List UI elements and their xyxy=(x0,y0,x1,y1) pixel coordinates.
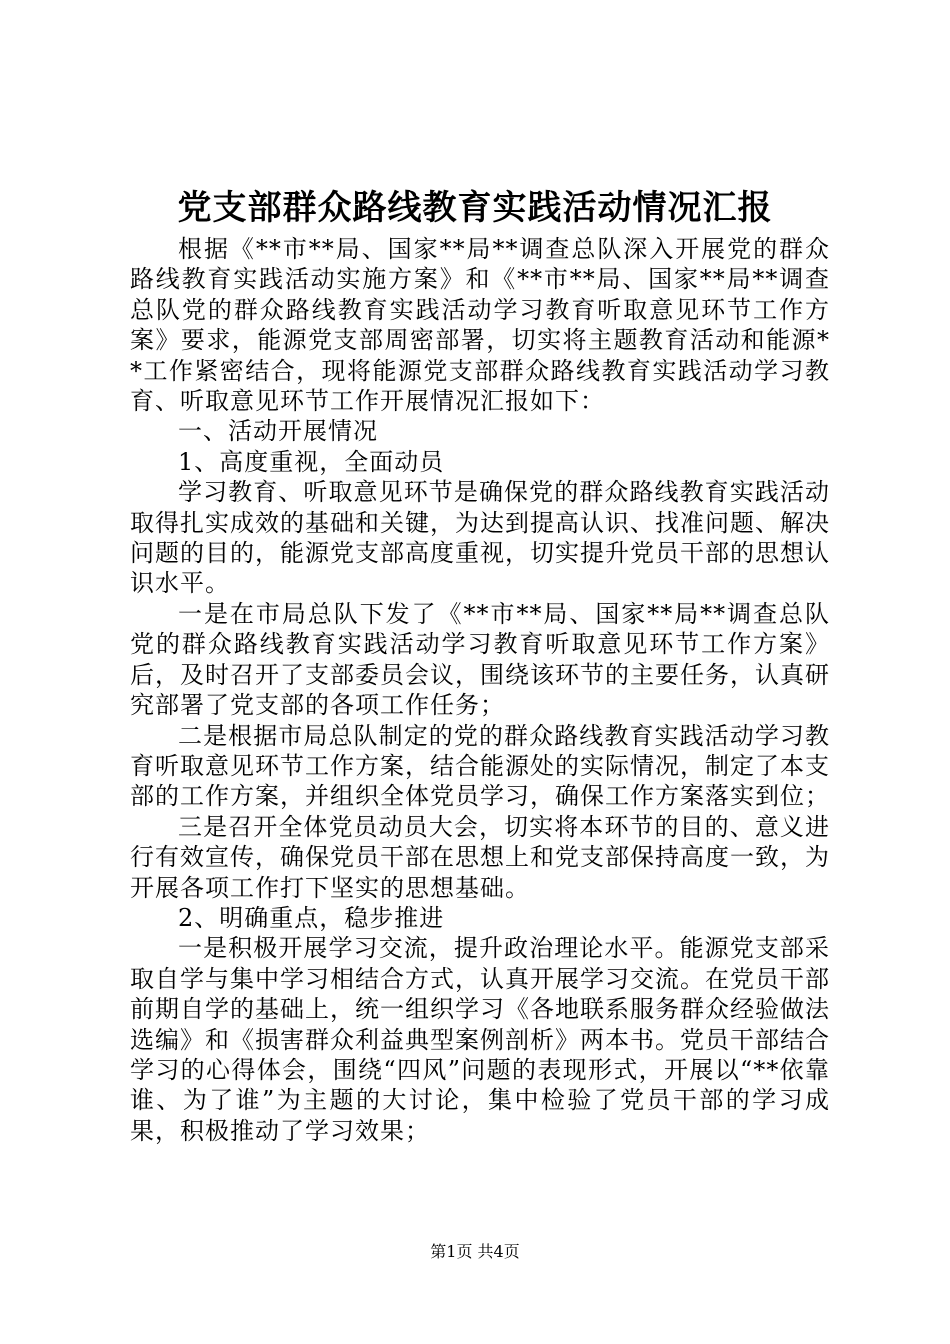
intro-paragraph: 根据《**市**局、国家**局**调查总队深入开展党的群众路线教育实践活动实施方案》和《**市**局、国家**局**调查总队党的群众路线教育实践活动学习教育听取意见环节工作方案》要求，能源党支部周密部署，切实将主题教育活动和能源**工作紧密结合，现将能源党支部群众路线教育实践活动学习教育、听取意见环节工作开展情况汇报如下： xyxy=(130,235,830,416)
paragraph-point-two: 二是根据市局总队制定的党的群众路线教育实践活动学习教育听取意见环节工作方案，结合能源处的实际情况，制定了本支部的工作方案，并组织全体党员学习，确保工作方案落实到位； xyxy=(130,721,830,811)
page-number: 第1页 共4页 xyxy=(430,1242,520,1261)
section-heading-activity: 一、活动开展情况 xyxy=(178,417,378,446)
subheading-mobilization: 1、高度重视，全面动员 xyxy=(178,447,445,476)
paragraph-importance: 学习教育、听取意见环节是确保党的群众路线教育实践活动取得扎实成效的基础和关键，为达到提高认识、找准问题、解决问题的目的，能源党支部高度重视，切实提升党员干部的思想认识水平。 xyxy=(130,478,830,598)
subheading-focus: 2、明确重点，稳步推进 xyxy=(178,903,445,932)
paragraph-point-three: 三是召开全体党员动员大会，切实将本环节的目的、意义进行有效宣传，确保党员干部在思想上和党支部保持高度一致，为开展各项工作打下坚实的思想基础。 xyxy=(130,812,830,902)
paragraph-study-exchange: 一是积极开展学习交流，提升政治理论水平。能源党支部采取自学与集中学习相结合方式，认真开展学习交流。在党员干部前期自学的基础上，统一组织学习《各地联系服务群众经验做法选编》和《损害群众利益典型案例剖析》两本书。党员干部结合学习的心得体会，围绕“四风”问题的表现形式，开展以“**依靠谁、为了谁”为主题的大讨论，集中检验了党员干部的学习成果，积极推动了学习效果； xyxy=(130,934,830,1145)
paragraph-point-one: 一是在市局总队下发了《**市**局、国家**局**调查总队党的群众路线教育实践活动学习教育听取意见环节工作方案》后，及时召开了支部委员会议，围绕该环节的主要任务，认真研究部署了党支部的各项工作任务； xyxy=(130,599,830,720)
document-title: 党支部群众路线教育实践活动情况汇报 xyxy=(177,188,773,228)
document-body xyxy=(130,234,830,1146)
